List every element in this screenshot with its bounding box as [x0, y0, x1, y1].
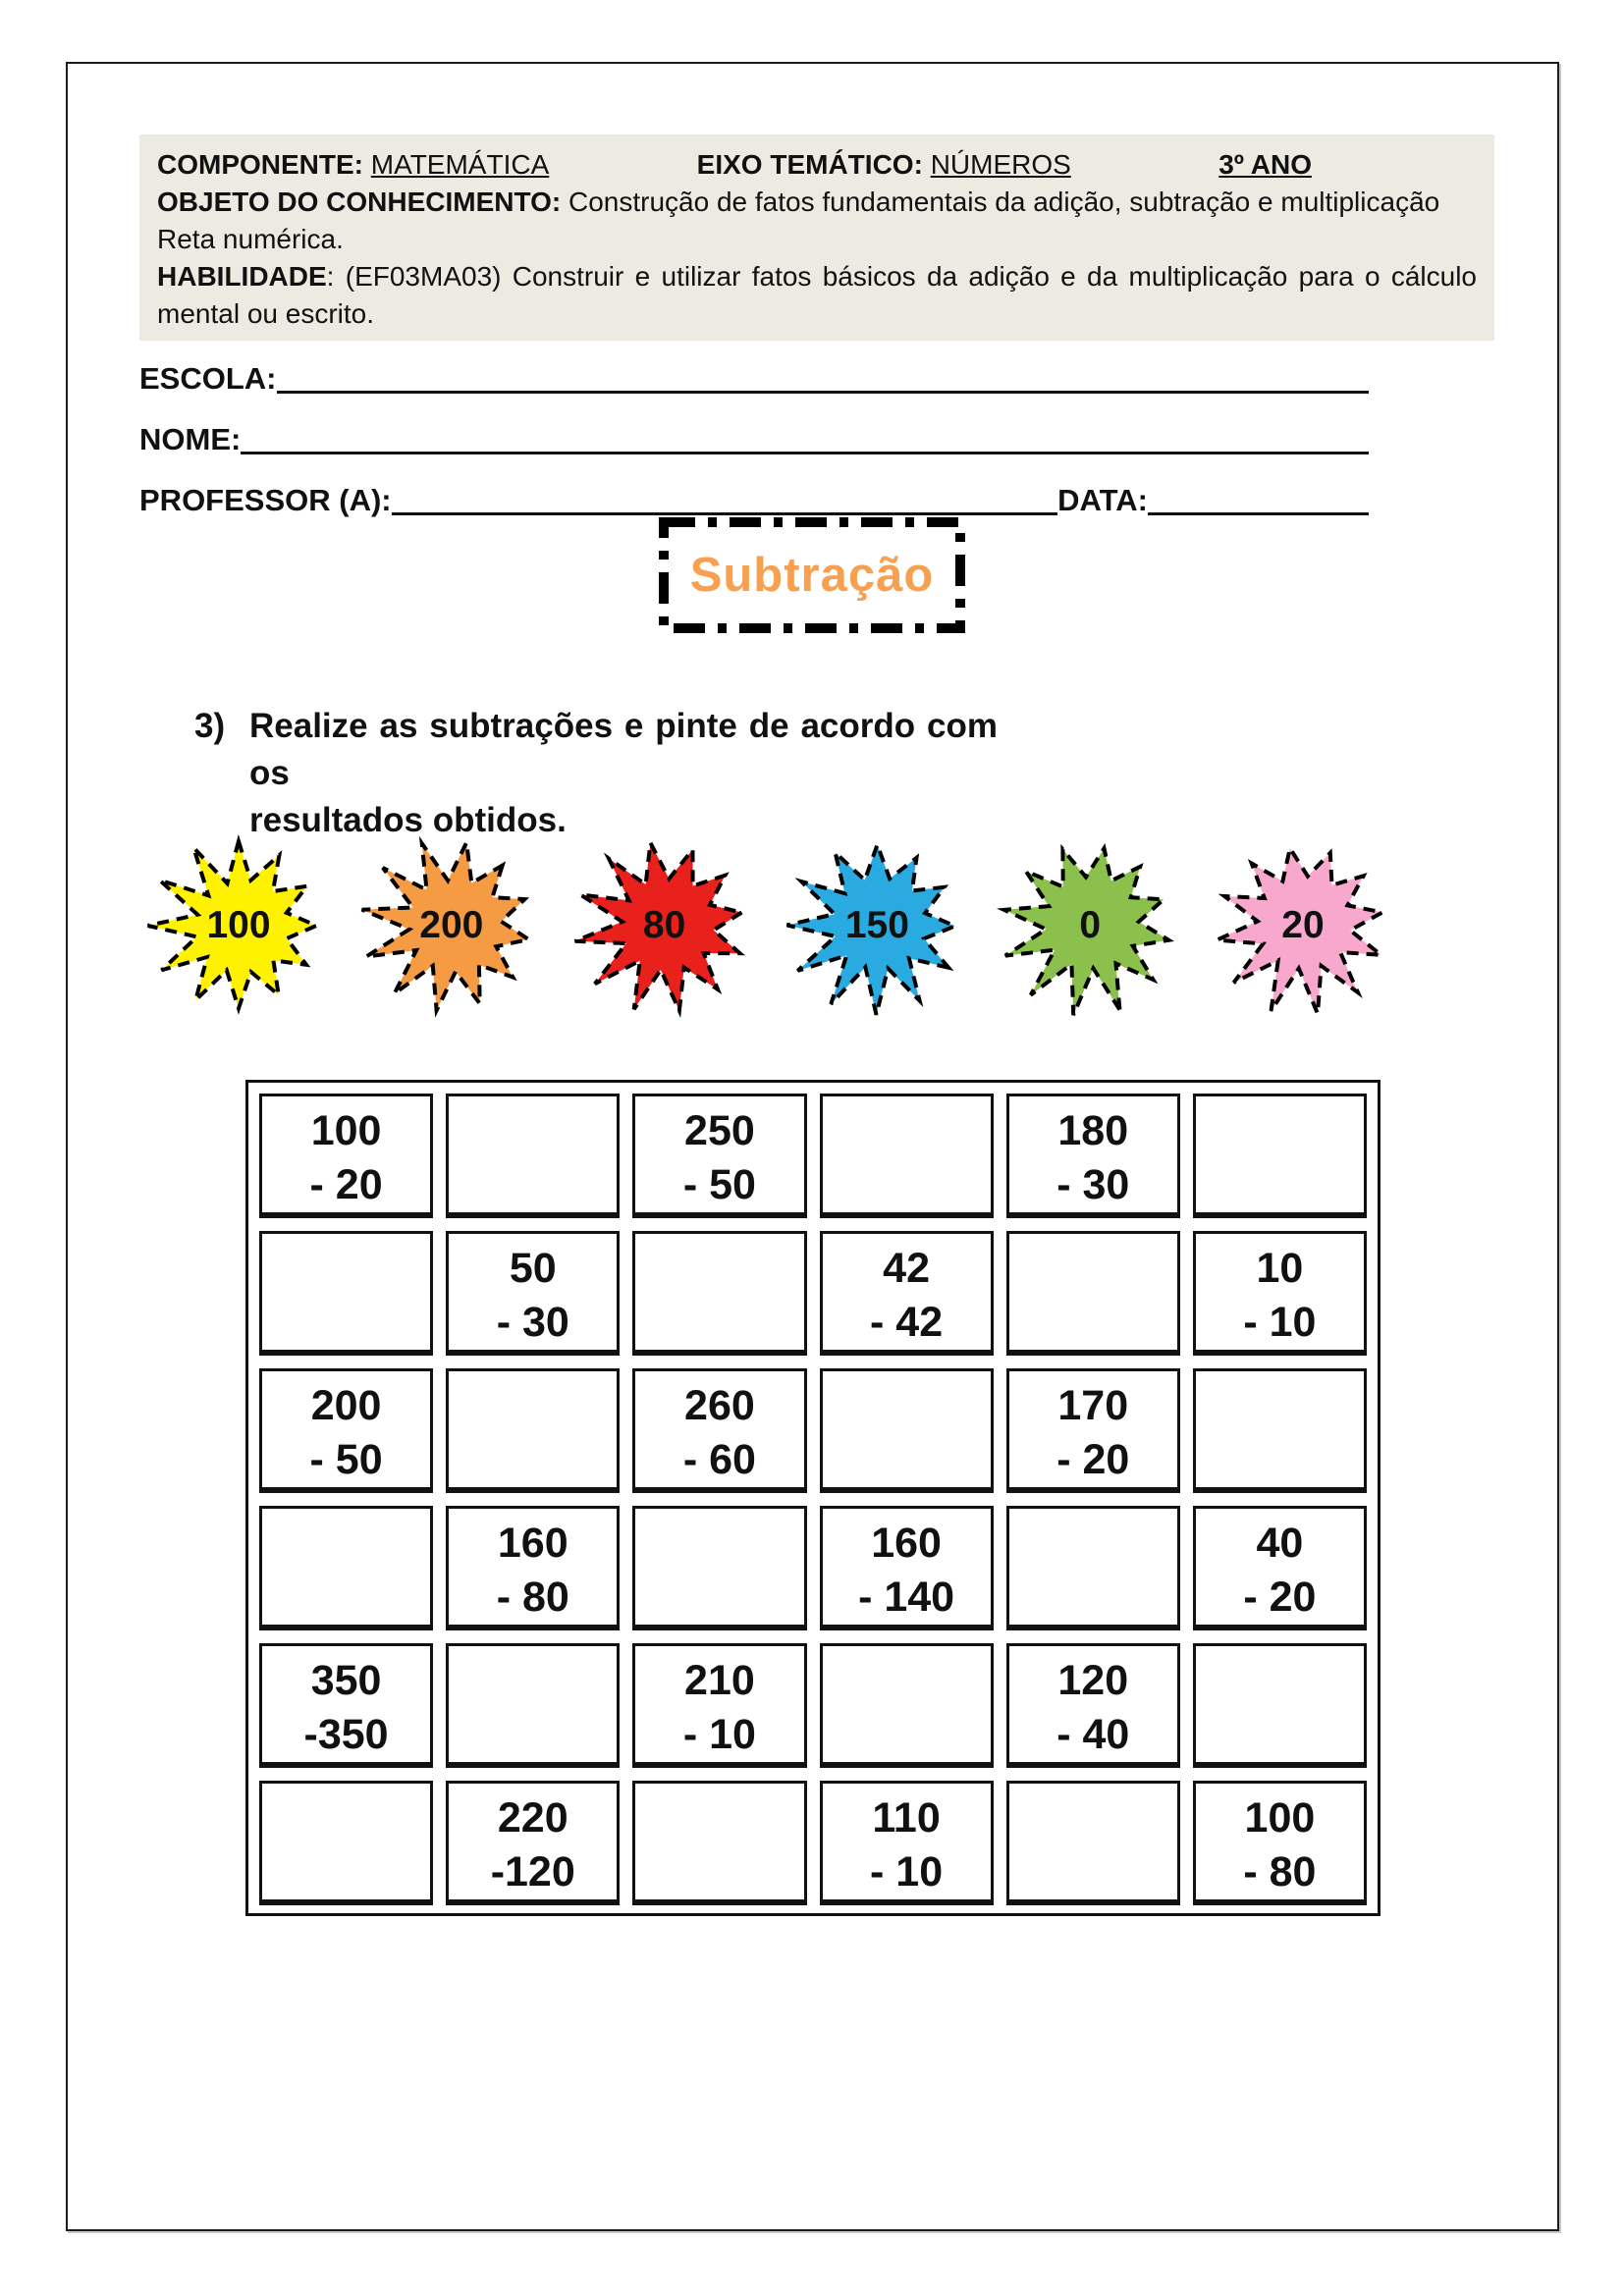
info-line-1: [157, 146, 1477, 184]
exercise-number: 3): [194, 707, 226, 745]
grid-cell-problem: [259, 1368, 433, 1493]
grid-cell-problem: [446, 1781, 620, 1905]
exercise-text-line1: Realize as subtrações e pinte de acordo com os: [249, 707, 998, 792]
habilidade-rest: : (EF03MA03) Construir e utilizar fatos básicos da adição e da multiplicação para o cálculo: [326, 261, 1477, 292]
grid-cell-answer[interactable]: [259, 1781, 433, 1905]
minuend: 120: [1057, 1657, 1129, 1704]
grid-cell-answer[interactable]: [1006, 1506, 1180, 1630]
subtrahend: - 10: [682, 1711, 756, 1758]
habilidade-line-2: mental ou escrito.: [157, 298, 374, 329]
grid-cell-answer[interactable]: [820, 1643, 994, 1768]
grid-cell-answer[interactable]: [446, 1368, 620, 1493]
burst-value: 80: [642, 904, 686, 946]
color-burst: [145, 832, 332, 1019]
grid-cell-problem: [1193, 1781, 1367, 1905]
professor-row: [139, 473, 1369, 518]
grid-cell-answer[interactable]: [446, 1094, 620, 1218]
grid-cell-problem: [1193, 1231, 1367, 1356]
minuend: 260: [684, 1382, 755, 1429]
grid-cell-problem: [446, 1506, 620, 1630]
eixo-value: NÚMEROS: [930, 149, 1071, 180]
burst-value: 200: [419, 904, 484, 946]
subtrahend: - 20: [309, 1161, 383, 1208]
grid-cell-problem: [1006, 1643, 1180, 1768]
eixo-field: [697, 146, 1071, 184]
info-box: [139, 134, 1494, 341]
subtrahend: - 140: [858, 1574, 955, 1621]
minuend: 100: [1244, 1794, 1316, 1842]
habilidade-label: HABILIDADE: [157, 261, 327, 292]
results-grid: [245, 1080, 1380, 1916]
objeto-value: Construção de fatos fundamentais da adição, subtração e multiplicação: [568, 187, 1440, 217]
grid-cell-problem: [632, 1643, 806, 1768]
subtrahend: - 10: [1243, 1299, 1317, 1346]
grid-cell-answer[interactable]: [1193, 1094, 1367, 1218]
subtrahend: - 80: [496, 1574, 569, 1621]
subtrahend: -120: [490, 1848, 575, 1896]
subtrahend: - 30: [496, 1299, 569, 1346]
burst-value: 100: [206, 904, 271, 946]
burst-value: 0: [1079, 904, 1102, 946]
color-key-row: [145, 832, 1396, 1019]
professor-write-line[interactable]: [392, 486, 1058, 515]
componente-field: [157, 146, 549, 184]
minuend: 170: [1057, 1382, 1129, 1429]
minuend: 42: [883, 1245, 930, 1292]
badge-title: Subtração: [689, 549, 935, 602]
subtrahend: - 30: [1056, 1161, 1130, 1208]
escola-label: ESCOLA:: [139, 361, 277, 396]
subtrahend: -350: [303, 1711, 389, 1758]
subtrahend: - 10: [870, 1848, 944, 1896]
nome-row: [139, 412, 1369, 457]
subtrahend: - 60: [682, 1436, 756, 1483]
grid-cell-answer[interactable]: [259, 1506, 433, 1630]
minuend: 180: [1057, 1107, 1129, 1154]
grid-cell-problem: [259, 1643, 433, 1768]
grid-cell-problem: [259, 1094, 433, 1218]
minuend: 200: [310, 1382, 382, 1429]
exercise-text: [249, 703, 998, 844]
color-burst: [997, 832, 1183, 1019]
subtrahend: - 50: [309, 1436, 383, 1483]
minuend: 220: [497, 1794, 568, 1842]
grid-cell-problem: [446, 1231, 620, 1356]
minuend: 160: [497, 1520, 568, 1567]
componente-value: MATEMÁTICA: [370, 149, 550, 180]
grid-cell-answer[interactable]: [259, 1231, 433, 1356]
nome-write-line[interactable]: [241, 425, 1369, 454]
grid-cell-problem: [1006, 1094, 1180, 1218]
professor-label: PROFESSOR (A):: [139, 483, 392, 517]
componente-label: COMPONENTE:: [157, 149, 363, 180]
grid-cell-answer[interactable]: [446, 1643, 620, 1768]
ano-value: 3º ANO: [1218, 149, 1312, 180]
subtrahend: - 20: [1243, 1574, 1317, 1621]
grid-cell-problem: [632, 1094, 806, 1218]
minuend: 210: [684, 1657, 755, 1704]
burst-value: 150: [844, 904, 909, 946]
color-burst: [1210, 832, 1396, 1019]
escola-write-line[interactable]: [277, 364, 1370, 394]
subtrahend: - 40: [1056, 1711, 1130, 1758]
objeto-line-2: Reta numérica.: [157, 224, 344, 254]
color-burst: [358, 832, 545, 1019]
grid-cell-answer[interactable]: [820, 1094, 994, 1218]
grid-cell-problem: [1006, 1368, 1180, 1493]
color-burst: [571, 832, 758, 1019]
grid-cell-problem: [820, 1781, 994, 1905]
data-write-line[interactable]: [1148, 486, 1369, 515]
grid-cell-problem: [820, 1231, 994, 1356]
minuend: 50: [509, 1245, 557, 1292]
subtrahend: - 50: [682, 1161, 756, 1208]
grid-cell-answer[interactable]: [1193, 1643, 1367, 1768]
minuend: 110: [872, 1794, 941, 1842]
grid-cell-answer[interactable]: [1006, 1781, 1180, 1905]
burst-value: 20: [1281, 904, 1325, 946]
exercise-text-line2: resultados obtidos.: [249, 801, 567, 839]
grid-cell-answer[interactable]: [1193, 1368, 1367, 1493]
minuend: 250: [684, 1107, 755, 1154]
minuend: 160: [871, 1520, 942, 1567]
escola-row: [139, 351, 1369, 397]
exercise-instruction: [194, 703, 998, 844]
habilidade-line: [157, 258, 1477, 295]
student-form: [139, 351, 1369, 534]
color-burst: [784, 832, 970, 1019]
subtrahend: - 20: [1056, 1436, 1130, 1483]
grid-cell-answer[interactable]: [1006, 1231, 1180, 1356]
grid-cell-problem: [1193, 1506, 1367, 1630]
grid-cell-problem: [632, 1368, 806, 1493]
nome-label: NOME:: [139, 422, 242, 456]
eixo-label: EIXO TEMÁTICO:: [696, 149, 923, 180]
grid-cell-answer[interactable]: [820, 1368, 994, 1493]
data-label: DATA:: [1057, 483, 1148, 517]
subtrahend: - 80: [1243, 1848, 1317, 1896]
objeto-label: OBJETO DO CONHECIMENTO:: [157, 187, 562, 217]
grid-cell-problem: [820, 1506, 994, 1630]
grid-cell-answer[interactable]: [632, 1506, 806, 1630]
objeto-line: [157, 184, 1477, 221]
minuend: 350: [310, 1657, 382, 1704]
grid-cell-answer[interactable]: [632, 1231, 806, 1356]
minuend: 100: [310, 1107, 382, 1154]
subtraction-title-badge: [658, 516, 966, 634]
minuend: 40: [1256, 1520, 1304, 1567]
grid-cell-answer[interactable]: [632, 1781, 806, 1905]
minuend: 10: [1256, 1245, 1304, 1292]
subtrahend: - 42: [870, 1299, 944, 1346]
